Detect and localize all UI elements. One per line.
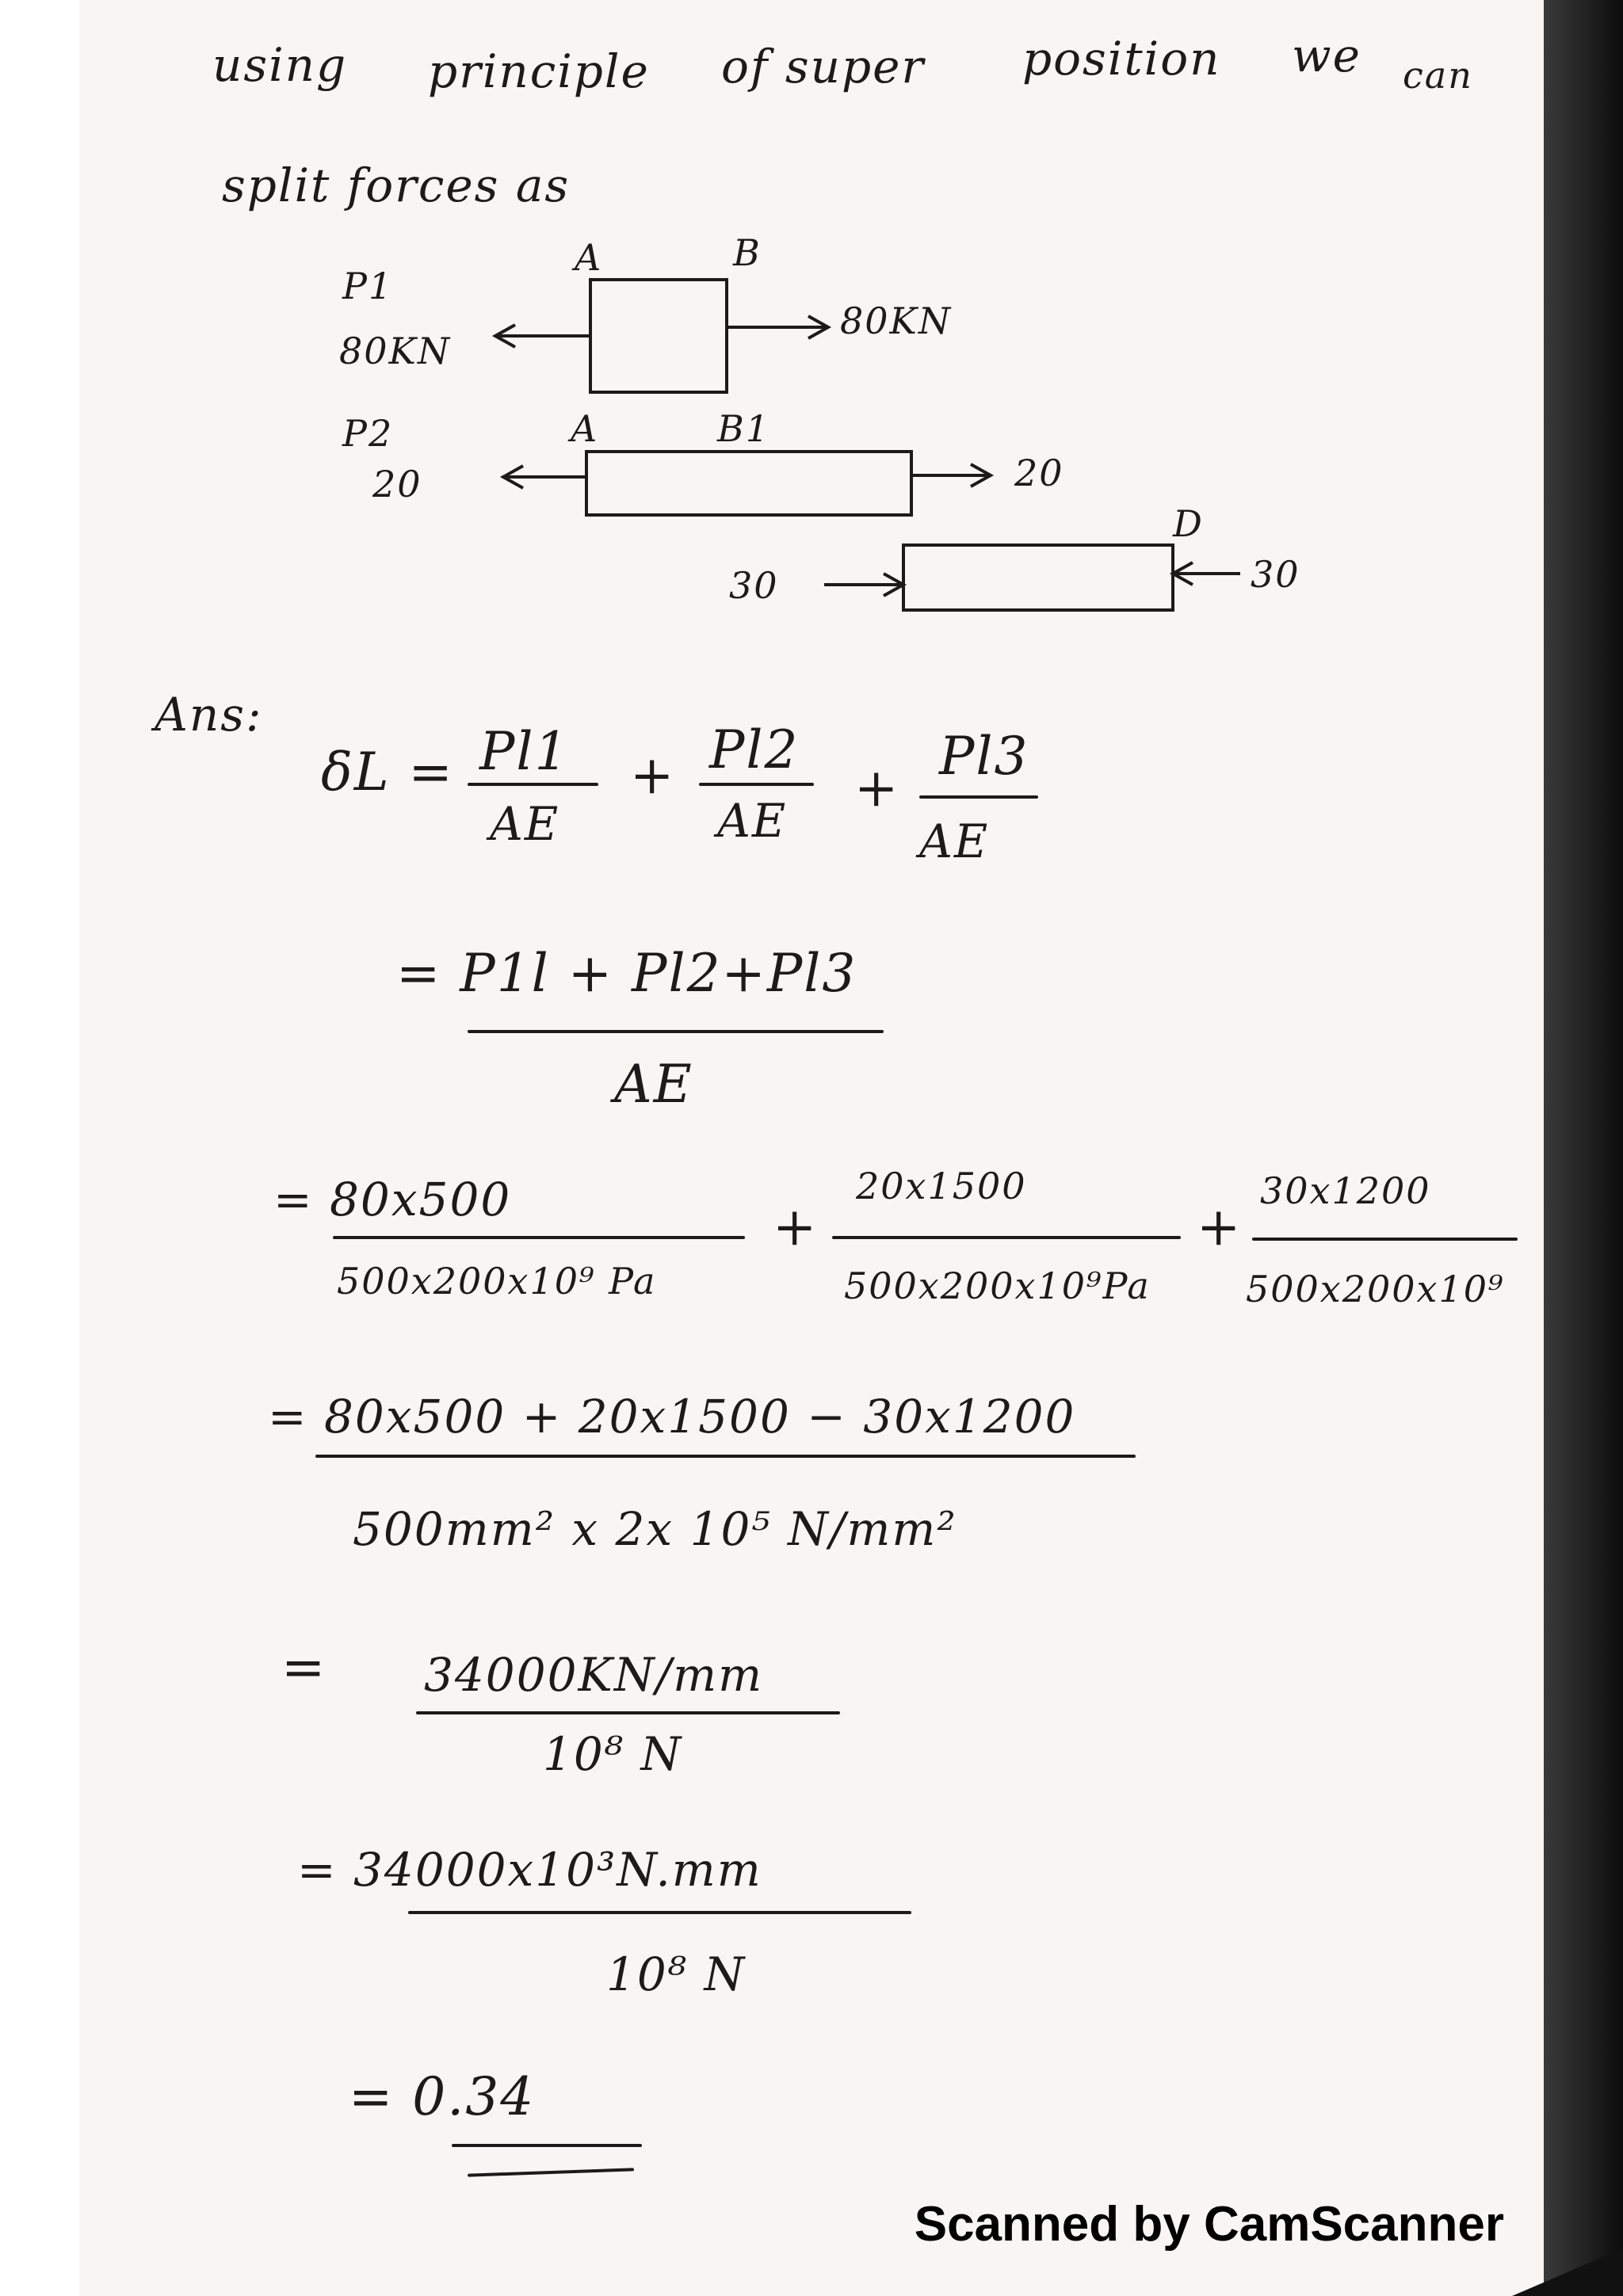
force-80-left: 80KN: [339, 330, 452, 372]
intro-word-we: we: [1292, 29, 1361, 82]
segment-ab-box: [590, 280, 727, 392]
intro-word-position: position: [1022, 32, 1221, 86]
term2-fraction-bar: [699, 783, 814, 786]
intro-word-principle: principle: [428, 44, 650, 98]
substituted-term3-bar: [1252, 1238, 1518, 1241]
simplified-equals: =: [281, 1637, 327, 1698]
unit-fraction-bar: [315, 1455, 1136, 1458]
final-result: = 0.34: [349, 2066, 536, 2127]
substituted-term1-bar: [333, 1236, 745, 1239]
substituted-term1-denominator: 500x200x10⁹ Pa: [337, 1260, 657, 1302]
plus-sign-3: +: [773, 1196, 819, 1257]
unit-fraction-denominator: 500mm² x 2x 10⁵ N/mm²: [353, 1502, 957, 1556]
substituted-term3-numerator: 30x1200: [1260, 1169, 1431, 1212]
force-80-right: 80KN: [840, 299, 953, 342]
force-20-right: 20: [1014, 452, 1064, 494]
term2-numerator: Pl2: [709, 719, 800, 780]
converted-numerator: = 34000x10³N.mm: [297, 1843, 762, 1897]
term3-fraction-bar: [919, 795, 1038, 799]
force-20-left: 20: [372, 463, 422, 505]
substituted-term3-denominator: 500x200x10⁹: [1246, 1268, 1505, 1310]
label-p2: P2: [342, 412, 394, 455]
term3-numerator: Pl3: [939, 726, 1029, 787]
combined-numerator: = P1l + Pl2+Pl3: [396, 943, 857, 1004]
substituted-term2-denominator: 500x200x10⁹Pa: [844, 1264, 1151, 1307]
term1-fraction-bar: [468, 783, 598, 786]
camscanner-watermark: Scanned by CamScanner: [914, 2197, 1504, 2252]
term1-numerator: Pl1: [479, 721, 570, 782]
term1-denominator: AE: [490, 797, 560, 851]
plus-sign-4: +: [1197, 1196, 1243, 1257]
result-underline-1: [452, 2144, 642, 2147]
intro-word-can: can: [1403, 54, 1473, 97]
label-b: B: [733, 231, 762, 274]
plus-sign-1: +: [630, 745, 676, 806]
label-d: D: [1173, 502, 1204, 545]
converted-denominator: 10⁸ N: [606, 1947, 747, 2001]
substituted-term2-numerator: 20x1500: [856, 1165, 1027, 1207]
combined-fraction-bar: [468, 1030, 884, 1033]
converted-fraction-bar: [408, 1911, 911, 1914]
intro-line-split-forces: split forces as: [222, 158, 571, 212]
label-a2: A: [571, 407, 599, 450]
delta-l-symbol: δL =: [321, 742, 454, 803]
combined-denominator: AE: [614, 1054, 693, 1115]
intro-word-of-super: of super: [721, 40, 926, 93]
simplified-fraction-bar: [416, 1711, 840, 1714]
label-b1: B1: [717, 407, 771, 450]
term3-denominator: AE: [919, 814, 990, 868]
segment-ac-box: [586, 452, 911, 515]
simplified-numerator: 34000KN/mm: [424, 1648, 764, 1702]
unit-fraction-numerator: = 80x500 + 20x1500 − 30x1200: [268, 1390, 1076, 1444]
substituted-term2-bar: [832, 1236, 1181, 1239]
simplified-denominator: 10⁸ N: [543, 1727, 683, 1781]
substituted-term1-numerator: = 80x500: [273, 1173, 512, 1226]
force-30-left: 30: [729, 564, 779, 607]
segment-bd-box: [903, 545, 1173, 610]
answer-label: Ans:: [155, 688, 263, 742]
label-a: A: [575, 236, 603, 279]
plus-sign-2: +: [854, 757, 900, 818]
intro-word-using: using: [212, 38, 348, 92]
force-30-right: 30: [1251, 553, 1300, 596]
label-p1: P1: [342, 265, 394, 307]
term2-denominator: AE: [717, 794, 788, 848]
